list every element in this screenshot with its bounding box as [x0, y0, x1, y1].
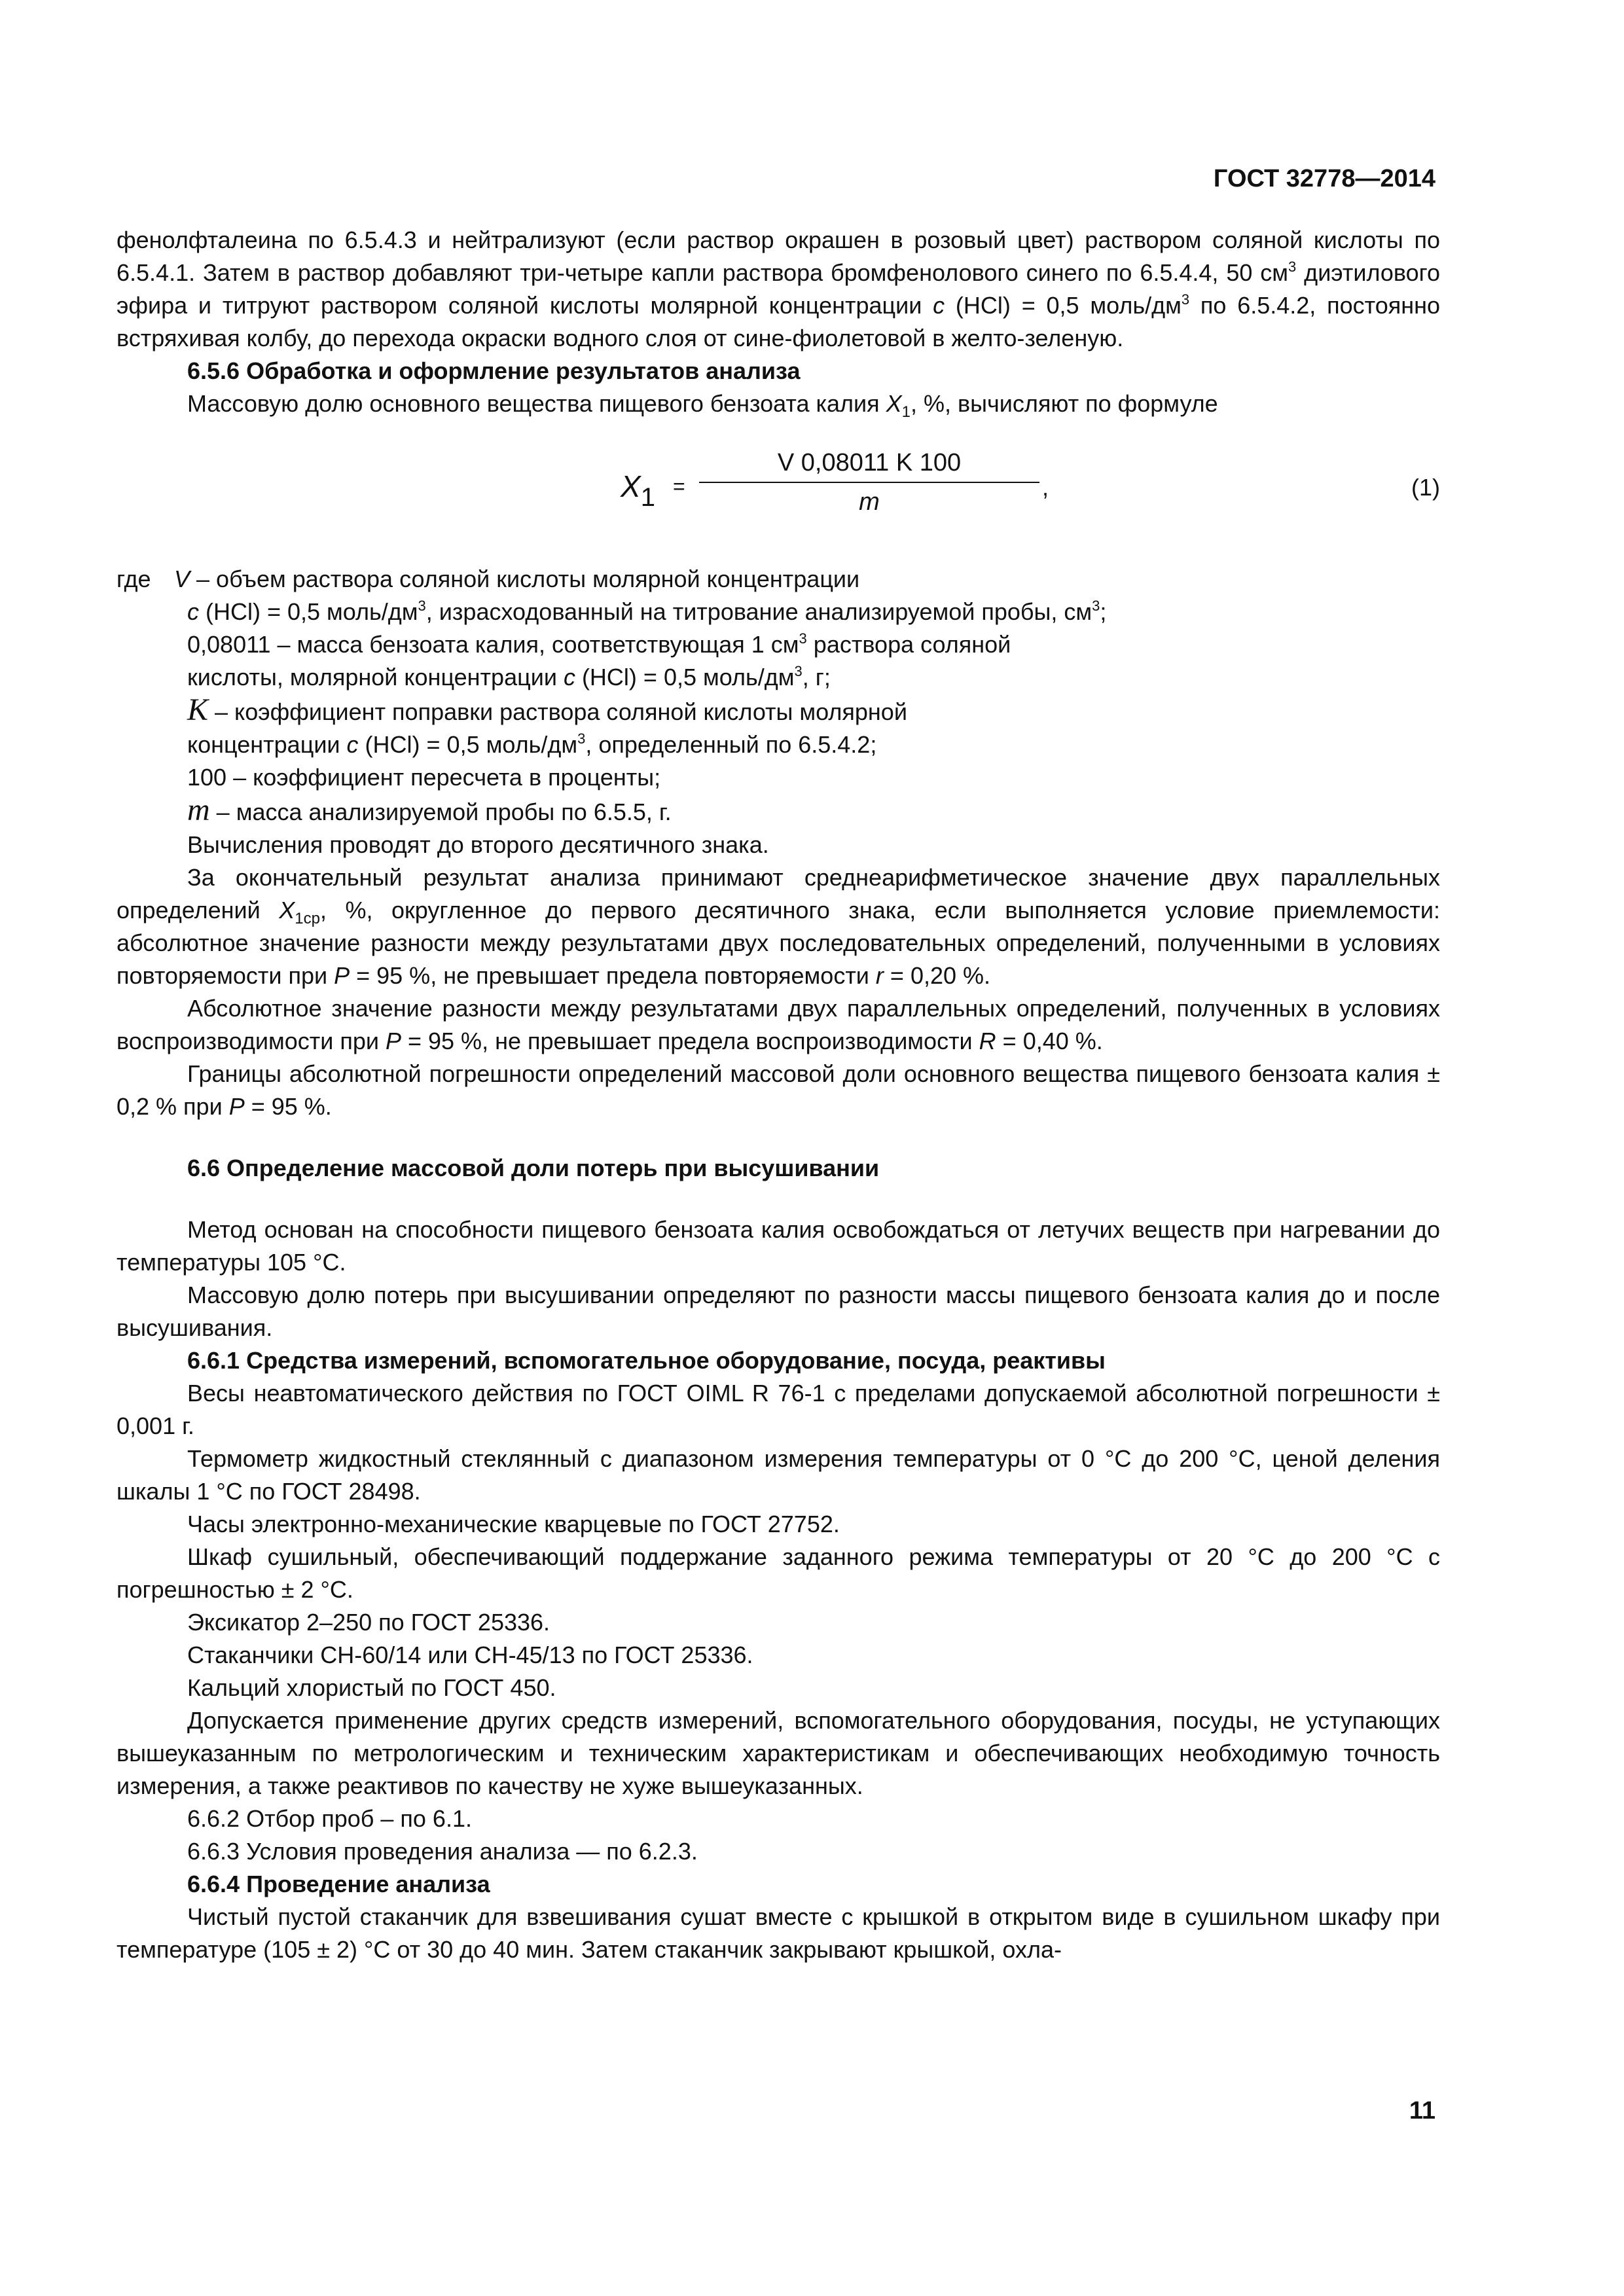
paragraph-procedure: Чистый пустой стаканчик для взвешивания сушат вместе с крышкой в открытом виде в сушильном шкафу при температуре (105 ± 2) °С от 30 до 40 мин. Затем стаканчик закрывают крышкой, охла-: [117, 1903, 1440, 1963]
paragraph-scales: Весы неавтоматического действия по ГОСТ OIML R 76-1 с пределами допускаемой абсолютной погрешности ± 0,001 г.: [117, 1380, 1440, 1439]
where-item-v: V – объем раствора соляной кислоты молярной концентрации: [174, 565, 860, 592]
where-block: [117, 563, 1440, 829]
formula-lhs: $X_1$: [621, 469, 655, 512]
where-item-08011: 0,08011 – масса бензоата калия, соответствующая 1 $см^3$ раствора соляной: [187, 630, 1011, 658]
paragraph-calc: Вычисления проводят до второго десятичного знака.: [187, 831, 769, 858]
formula-number: (1): [1411, 474, 1440, 501]
page-number: 11: [1409, 2097, 1435, 2125]
paragraph-clock: Часы электронно-механические кварцевые по ГОСТ 27752.: [187, 1511, 840, 1537]
heading-6-5-6: 6.5.6 Обработка и оформление результатов анализа: [187, 357, 801, 384]
formula-fraction: [699, 445, 1039, 520]
where-item-k-cont: концентрации с (HCl) = 0,5 моль/$дм^3$, определенный по 6.5.4.2;: [187, 730, 877, 758]
where-item-k: K – коэффициент поправки раствора соляной кислоты молярной: [187, 692, 907, 727]
where-label: где: [117, 565, 151, 592]
formula-equals: =: [673, 475, 685, 498]
paragraph-oven: Шкаф сушильный, обеспечивающий поддержание заданного режима температуры от 20 °С до 200 °С с погрешностью ± 2 °С.: [117, 1543, 1440, 1603]
formula-numerator: V 0,08011 K 100: [777, 449, 962, 476]
formula-1: [117, 445, 1440, 531]
paragraph-calcium-chloride: Кальций хлористый по ГОСТ 450.: [187, 1674, 556, 1701]
where-item-v-cont: с (HCl) = 0,5 моль/$дм^3$, израсходованный на титрование анализируемой пробы, $см^3$;: [187, 598, 1107, 625]
paragraph-final-result: За окончательный результат анализа принимают среднеарифметическое значение двух параллельных определений $X_{1ср}$, %, округленное до первого десятичного знака, если выполняется условие приемлемости: абсолютное значение разности между результатами двух последовательных определений, полученными в условиях повторяемости при P = 95 %, не превышает предела повторяемости r = 0,20 %.: [117, 864, 1440, 989]
document-body: [117, 224, 1440, 1966]
where-item-08011-cont: кислоты, молярной концентрации с (HCl) = 0,5 моль/$дм^3$, г;: [187, 663, 831, 691]
paragraph-6-6-2: 6.6.2 Отбор проб – по 6.1.: [187, 1805, 472, 1832]
paragraph-6-6-3: 6.6.3 Условия проведения анализа — по 6.2.3.: [187, 1838, 698, 1865]
where-item-m: m – масса анализируемой пробы по 6.5.5, г.: [187, 793, 672, 827]
heading-6-6-1: 6.6.1 Средства измерений, вспомогательное оборудование, посуда, реактивы: [187, 1347, 1106, 1374]
fraction-bar: [699, 482, 1039, 483]
paragraph-method: Метод основан на способности пищевого бензоата калия освобождаться от летучих веществ при нагревании до температуры 105 °С.: [117, 1216, 1440, 1276]
document-header: ГОСТ 32778—2014: [1213, 165, 1435, 192]
formula-comma: ,: [1042, 474, 1049, 501]
paragraph-error-bounds: Границы абсолютной погрешности определений массовой доли основного вещества пищевого бензоата калия ± 0,2 % при P = 95 %.: [117, 1060, 1440, 1120]
paragraph-cups: Стаканчики СН-60/14 или СН-45/13 по ГОСТ 25336.: [187, 1641, 753, 1668]
paragraph-reproducibility: Абсолютное значение разности между результатами двух параллельных определений, полученных в условиях воспроизводимости при P = 95 %, не превышает предела воспроизводимости R = 0,40 %.: [117, 995, 1440, 1054]
paragraph-allowed: Допускается применение других средств измерений, вспомогательного оборудования, посуды, не уступающих вышеуказанным по метрологическим и техническим характеристикам и обеспечивающих необходимую точность измерения, а также реактивов по качеству не хуже вышеуказанных.: [117, 1707, 1440, 1799]
paragraph-desiccator: Эксикатор 2–250 по ГОСТ 25336.: [187, 1609, 550, 1636]
formula-denominator: m: [859, 488, 880, 516]
paragraph-titration: фенолфталеина по 6.5.4.3 и нейтрализуют (если раствор окрашен в розовый цвет) раствором соляной кислоты по 6.5.4.1. Затем в раствор добавляют три-четыре капли раствора бромфенолового синего по 6.5.4.4, 50 $см^3$ диэтилового эфира и титруют раствором соляной кислоты молярной концентрации с (HCl) = 0,5 моль/$дм^3$ по 6.5.4.2, постоянно встряхивая колбу, до перехода окраски водного слоя от сине-фиолетовой в желто-зеленую.: [117, 226, 1441, 351]
where-item-100: 100 – коэффициент пересчета в проценты;: [187, 764, 661, 791]
paragraph-mass-loss: Массовую долю потерь при высушивании определяют по разности массы пищевого бензоата калия до и после высушивания.: [117, 1282, 1440, 1341]
heading-6-6: 6.6 Определение массовой доли потерь при высушивании: [187, 1155, 880, 1181]
heading-6-6-4: 6.6.4 Проведение анализа: [187, 1871, 490, 1897]
paragraph-mass-fraction: Массовую долю основного вещества пищевого бензоата калия $X_1$, %, вычисляют по формуле: [187, 390, 1218, 421]
paragraph-thermometer: Термометр жидкостный стеклянный с диапазоном измерения температуры от 0 °С до 200 °С, ценой деления шкалы 1 °С по ГОСТ 28498.: [117, 1445, 1440, 1505]
